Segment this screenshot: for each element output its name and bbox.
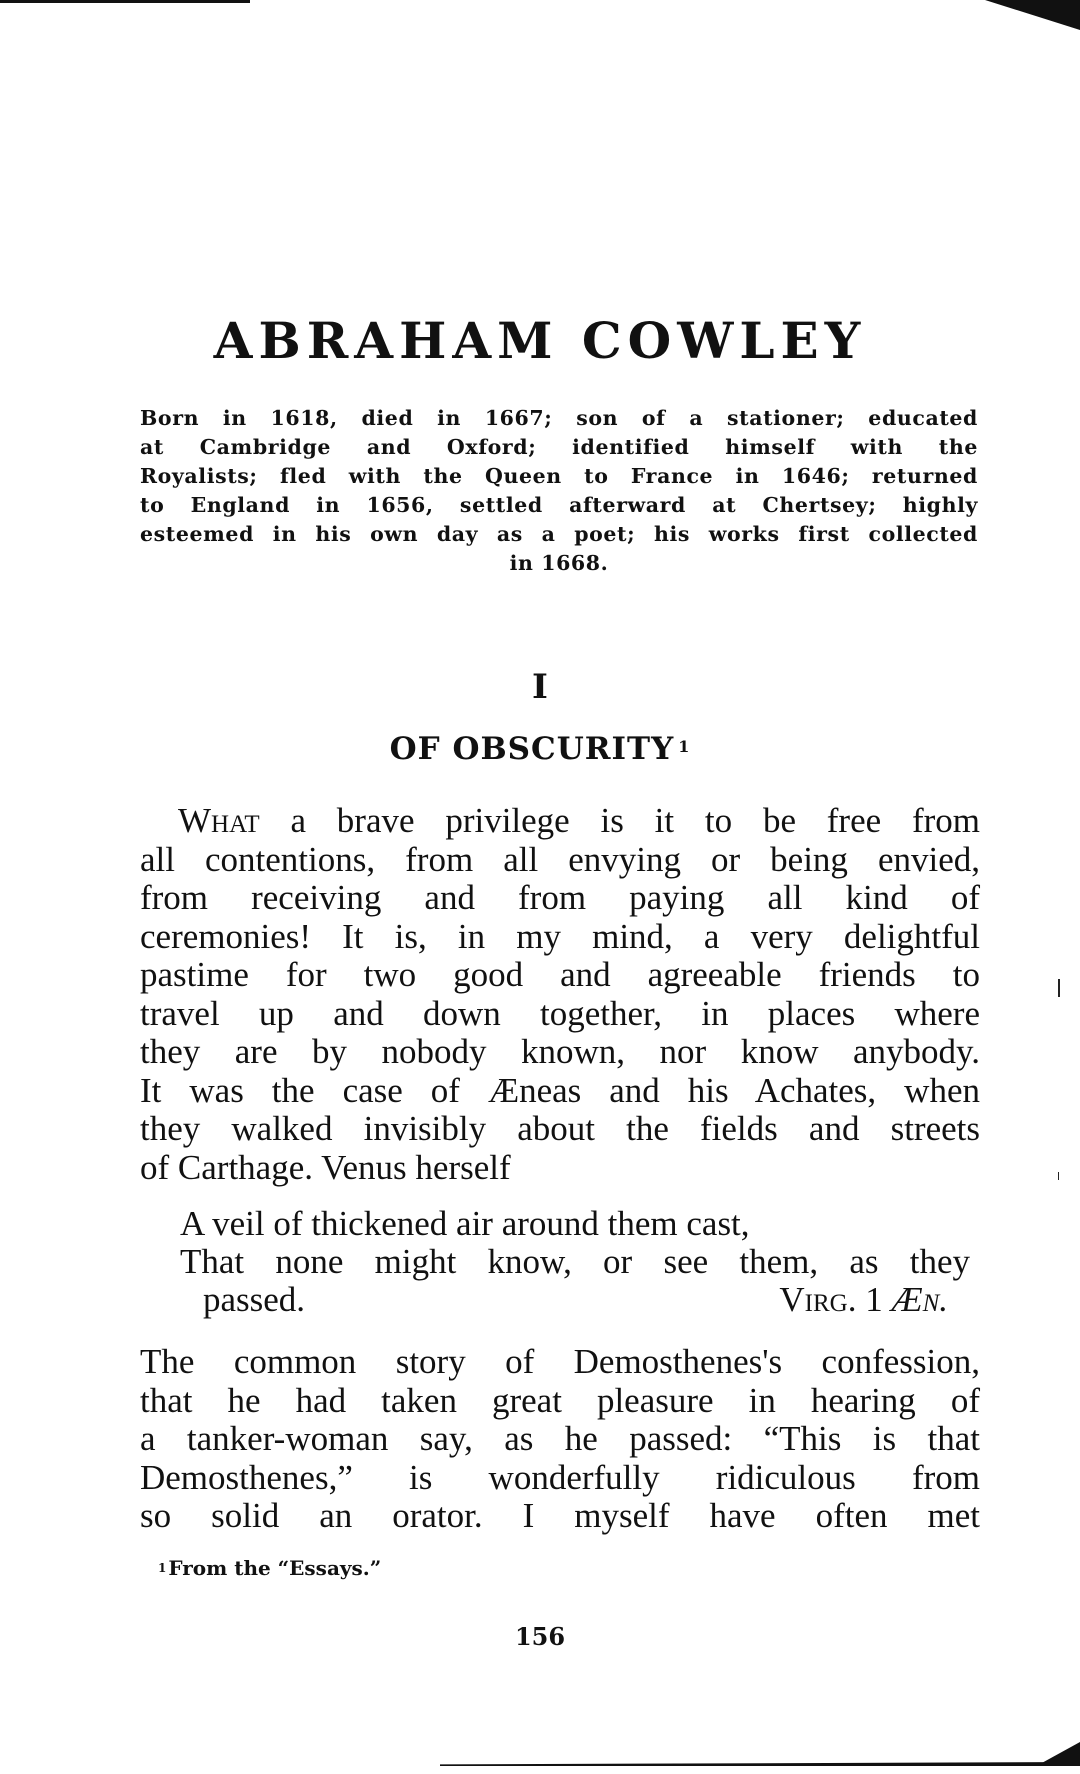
section-number: I [532, 667, 548, 707]
bio-line: in 1668. [509, 551, 609, 575]
scan-edge-bottom-rule [440, 1762, 1080, 1766]
verse-line [180, 1281, 970, 1319]
scan-edge-top-rule [0, 0, 250, 3]
section-title-text: OF OBSCURITY [389, 731, 675, 767]
verse-line: That none might know, or see them, as they [180, 1242, 970, 1281]
body-line: of Carthage. Venus herself [140, 1147, 511, 1187]
body-line: travel up and down together, in places where [140, 993, 980, 1033]
body-line: from receiving and from paying all kind of [140, 878, 980, 917]
body-line: Demosthenes,” is wonderfully ridiculous from [140, 1457, 980, 1497]
paragraph [140, 802, 980, 1187]
verse-line-text: passed. [203, 1280, 306, 1319]
body-line: a tanker-woman say, as he passed: “This is that [140, 1419, 980, 1458]
body-line-text: a brave privilege is it to be free from [259, 801, 980, 840]
citation-work: Æn. [891, 1280, 948, 1319]
body-line: all contentions, from all envying or being envied, [140, 839, 980, 879]
body-line: so solid an orator. I myself have often met [140, 1496, 980, 1535]
verse-line: A veil of thickened air around them cast, [180, 1204, 750, 1243]
body-line: they walked invisibly about the fields and streets [140, 1109, 980, 1148]
body-line: that he had taken great pleasure in hearing of [140, 1380, 980, 1420]
page-number: 156 [514, 1622, 566, 1651]
footnote-text: From the “Essays.” [168, 1556, 382, 1580]
scan-edge-bottom-corner [1040, 1742, 1080, 1764]
footnote-marker: 1 [158, 1561, 167, 1575]
body-line: It was the case of Æneas and his Achates, when [140, 1070, 980, 1110]
body-line: pastime for two good and agreeable friends to [140, 955, 980, 994]
body-line: they are by nobody known, nor know anybody. [140, 1032, 980, 1071]
verse-citation [779, 1281, 948, 1319]
margin-mark [1058, 979, 1060, 997]
footnote-reference: 1 [678, 737, 691, 756]
body-line: ceremonies! It is, in my mind, a very delightful [140, 916, 980, 956]
bio-line: at Cambridge and Oxford; identified himself with the [140, 435, 978, 459]
page-title: ABRAHAM COWLEY [213, 311, 867, 370]
bio-line: esteemed in his own day as a poet; his works first collected [140, 522, 978, 546]
bio-line: Royalists; fled with the Queen to France in 1646; returned [140, 464, 978, 488]
scan-edge-top-corner [985, 0, 1080, 30]
margin-mark [1058, 1172, 1059, 1180]
section-title [0, 730, 1080, 768]
citation-author: Virg. 1 [779, 1280, 892, 1319]
author-bio [140, 404, 978, 578]
bio-line: to England in 1656, settled afterward at Chertsey; highly [140, 493, 978, 517]
verse-quotation [180, 1205, 980, 1319]
body-line [140, 802, 980, 841]
paragraph [140, 1343, 980, 1536]
footnote [158, 1555, 381, 1581]
body-line: The common story of Demosthenes's confession, [140, 1342, 980, 1381]
bio-line: Born in 1618, died in 1667; son of a stationer; educated [140, 406, 978, 430]
drop-word: What [178, 801, 260, 840]
